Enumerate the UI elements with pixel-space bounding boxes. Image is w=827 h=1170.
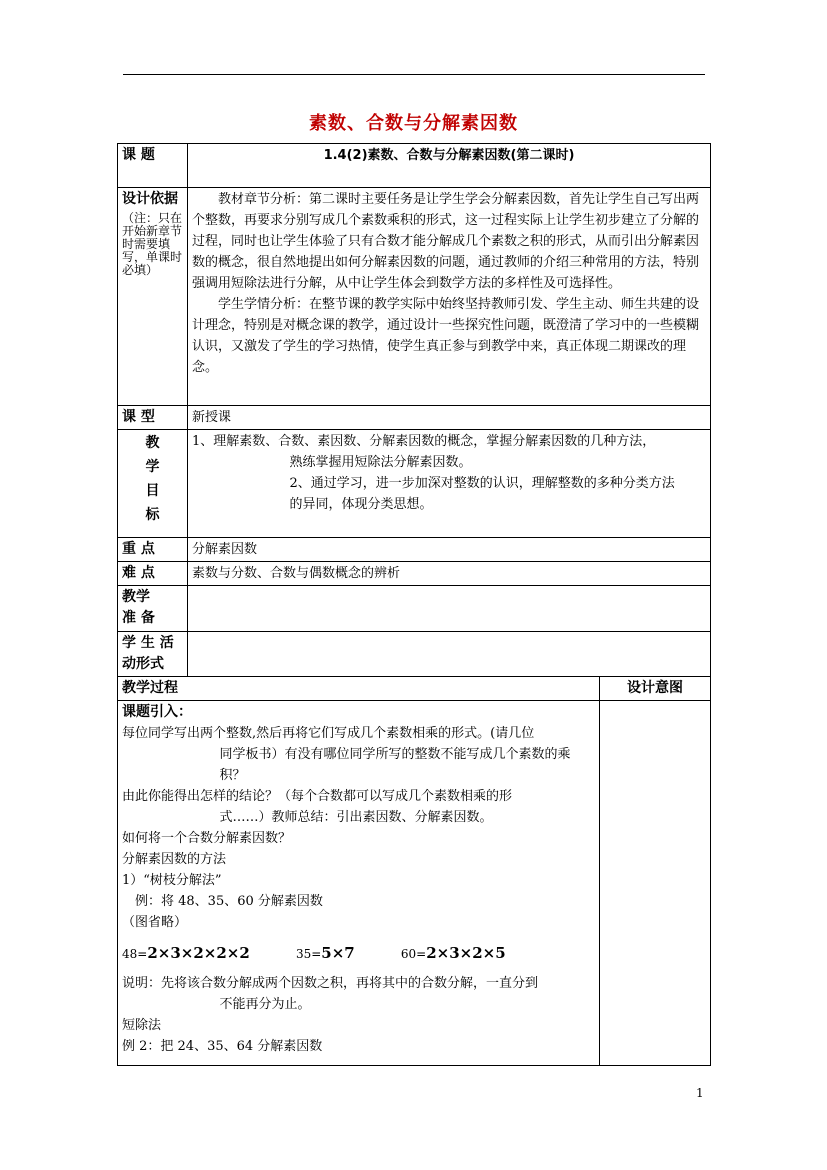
process-line: 说明：先将该合数分解成两个因数之积，再将其中的合数分解，一直分到 bbox=[122, 976, 539, 991]
goals-row bbox=[118, 430, 711, 538]
process-header: 教学过程 bbox=[118, 677, 600, 701]
design-label-cell bbox=[118, 188, 188, 406]
topic-value: 1.4(2)素数、合数与分解素因数(第二课时) bbox=[188, 144, 711, 188]
page-number: 1 bbox=[696, 1086, 704, 1100]
design-intent-content bbox=[600, 701, 711, 1066]
goals-label-char: 学 bbox=[145, 459, 160, 475]
type-row bbox=[118, 406, 711, 430]
process-line: 每位同学写出两个整数,然后再将它们写成几个素数相乘的形式。(请几位 bbox=[122, 726, 535, 741]
process-line: 由此你能得出怎样的结论？（每个合数都可以写成几个素数相乘的形 bbox=[122, 789, 513, 804]
prep-row bbox=[118, 586, 711, 632]
process-line: （图省略） bbox=[122, 915, 188, 930]
factorization-examples bbox=[122, 943, 595, 965]
process-line: 分解素因数的方法 bbox=[122, 852, 227, 867]
goal-1-line-b: 熟练掌握用短除法分解素因数。 bbox=[289, 455, 472, 470]
difficulty-value: 素数与分数、合数与偶数概念的辨析 bbox=[188, 562, 711, 586]
goals-label-char: 教 bbox=[145, 435, 160, 451]
textbook-analysis: 教材章节分析：第二课时主要任务是让学生学会分解素因数，首先让学生自己写出两个整数，再要求分别写成几个素数乘积的形式，这一过程实际上让学生初步建立了分解的过程，同时也让学生体验了只有合数才能分解成几个素数之积的形式，从而引出分解素因数的概念，很自然地提出如何分解素因数的问题，通过教师的介绍三种常用的方法，特别强调用短除法进行分解，从中让学生体会到数学方法的多样性及可选择性。 bbox=[192, 192, 700, 291]
process-line: 同学板书）有没有哪位同学所写的整数不能写成几个素数的乘 bbox=[219, 747, 571, 762]
topic-row bbox=[118, 144, 711, 188]
process-line: 如何将一个合数分解素因数？ bbox=[122, 831, 292, 846]
topic-label: 课 题 bbox=[118, 144, 188, 188]
process-header-row bbox=[118, 677, 711, 701]
activity-label-line: 动形式 bbox=[122, 656, 164, 672]
process-line: 例：将 48、35、60 分解素因数 bbox=[135, 894, 323, 909]
factorization-35: 35=5×7 bbox=[295, 944, 355, 962]
header-rule bbox=[123, 74, 705, 75]
goals-label-char: 目 bbox=[145, 483, 160, 499]
design-intent-header: 设计意图 bbox=[600, 677, 711, 701]
goals-label-char: 标 bbox=[145, 507, 160, 523]
intro-title: 课题引入： bbox=[122, 704, 192, 720]
goal-2-line-a: 2、通过学习，进一步加深对整数的认识，理解整数的多种分类方法 bbox=[289, 476, 675, 491]
process-content bbox=[118, 701, 600, 1066]
factorization-48: 48=2×3×2×2×2 bbox=[122, 944, 250, 962]
factorization-60: 60=2×3×2×5 bbox=[400, 944, 506, 962]
student-analysis: 学生学情分析：在整节课的教学实际中始终坚持教师引发、学生主动、师生共建的设计理念，特别是对概念课的教学，通过设计一些探究性问题，既澄清了学习中的一些模糊认识，又激发了学生的学习热情，使学生真正参与到教学中来，真正体现二期课改的理念。 bbox=[192, 297, 700, 375]
process-row bbox=[118, 701, 711, 1066]
prep-value bbox=[188, 586, 711, 632]
difficulty-row bbox=[118, 562, 711, 586]
goals-label bbox=[118, 430, 188, 538]
process-line: 积？ bbox=[219, 768, 246, 783]
design-row bbox=[118, 188, 711, 406]
design-note: （注：只在开始新章节时需要填写，单课时必填） bbox=[122, 211, 183, 277]
goals-content bbox=[188, 430, 711, 538]
goal-1-line-a: 1、理解素数、合数、素因数、分解素因数的概念，掌握分解素因数的几种方法， bbox=[192, 434, 656, 449]
activity-value bbox=[188, 632, 711, 677]
key-label: 重 点 bbox=[118, 538, 188, 562]
activity-label bbox=[118, 632, 188, 677]
prep-label bbox=[118, 586, 188, 632]
key-value: 分解素因数 bbox=[188, 538, 711, 562]
process-line: 不能再分为止。 bbox=[219, 997, 311, 1012]
key-row bbox=[118, 538, 711, 562]
difficulty-label: 难 点 bbox=[118, 562, 188, 586]
document-title: 素数、合数与分解素因数 bbox=[309, 113, 518, 134]
process-line: 式……）教师总结：引出素因数、分解素因数。 bbox=[219, 810, 493, 825]
type-label: 课 型 bbox=[118, 406, 188, 430]
process-line: 例 2：把 24、35、64 分解素因数 bbox=[122, 1039, 323, 1054]
process-line: 1）“树枝分解法” bbox=[122, 873, 222, 888]
type-value: 新授课 bbox=[188, 406, 711, 430]
design-content bbox=[188, 188, 711, 406]
prep-label-line: 教学 bbox=[122, 589, 150, 605]
lesson-plan-table bbox=[117, 143, 711, 1066]
activity-label-line: 学 生 活 bbox=[122, 635, 174, 651]
prep-label-line: 准 备 bbox=[122, 610, 155, 626]
goal-2-line-b: 的异同，体现分类思想。 bbox=[289, 497, 433, 512]
activity-row bbox=[118, 632, 711, 677]
process-line: 短除法 bbox=[122, 1018, 162, 1033]
design-label: 设计依据 bbox=[122, 191, 178, 207]
